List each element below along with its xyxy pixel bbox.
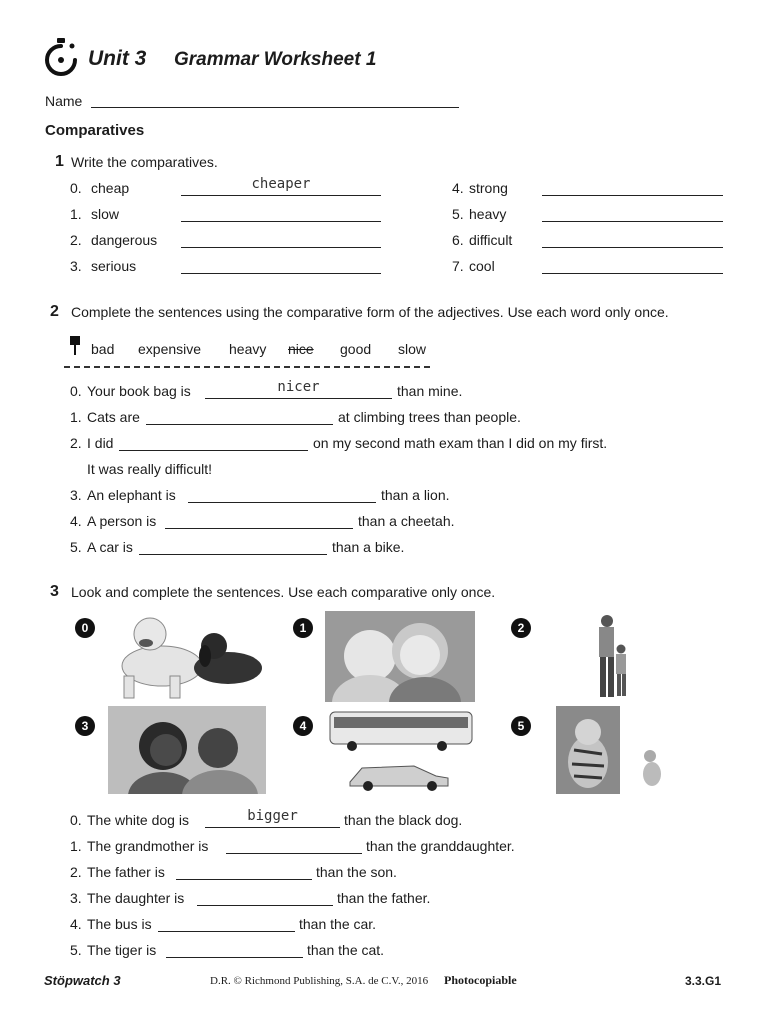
name-label: Name	[45, 93, 83, 109]
handwritten-answer: bigger	[247, 808, 298, 824]
answer-line[interactable]	[197, 905, 333, 906]
item-number: 3.	[70, 258, 82, 274]
answer-line[interactable]	[158, 931, 295, 932]
sentence-number: 4.	[70, 513, 82, 529]
sentence-end: at climbing trees than people.	[338, 409, 521, 425]
sentence-end: on my second math exam than I did on my first.	[313, 435, 608, 451]
picture-badge-4: 4	[293, 716, 313, 736]
exercise-1-number: 1	[55, 153, 64, 170]
sentence-end: than mine.	[397, 383, 463, 399]
sentence-end: than the black dog.	[344, 812, 463, 828]
sentence-start: I did	[87, 435, 114, 451]
word-bank-item: expensive	[138, 341, 202, 357]
section-title: Comparatives	[45, 122, 145, 139]
sentence-number: 5.	[70, 942, 82, 958]
answer-line[interactable]	[139, 554, 327, 555]
exercise-2-instruction: Complete the sentences using the comparative form of the adjectives. Use each word only once.	[71, 304, 669, 320]
sentence-number: 1.	[70, 409, 82, 425]
sentence-end: than the cat.	[307, 942, 385, 958]
exercise-1-instruction: Write the comparatives.	[71, 154, 218, 170]
answer-line[interactable]	[181, 247, 381, 248]
sentence-start: The grandmother is	[87, 838, 209, 854]
word-bank-item: nice	[288, 341, 314, 357]
picture-badge-3: 3	[75, 716, 95, 736]
answer-line[interactable]	[542, 273, 723, 274]
answer-line[interactable]	[146, 424, 333, 425]
sentence-number: 3.	[70, 890, 82, 906]
sentence-start: The white dog is	[87, 812, 189, 828]
item-number: 0.	[70, 180, 82, 196]
sentence-number: 2.	[70, 864, 82, 880]
sentence-number: 3.	[70, 487, 82, 503]
adjective: cheap	[91, 180, 130, 196]
footer-code: 3.3.G1	[685, 974, 722, 988]
adjective: serious	[91, 258, 137, 274]
handwritten-answer: nicer	[277, 379, 320, 395]
exercise-2-number: 2	[50, 303, 59, 320]
answer-line[interactable]	[181, 221, 381, 222]
word-bank-item: slow	[398, 341, 427, 357]
sentence-end: than the son.	[316, 864, 397, 880]
item-number: 4.	[452, 180, 464, 196]
worksheet-title: Grammar Worksheet 1	[174, 49, 377, 70]
item-number: 7.	[452, 258, 464, 274]
sentence-start: An elephant is	[87, 487, 176, 503]
sentence-number: 0.	[70, 383, 82, 399]
item-number: 1.	[70, 206, 82, 222]
answer-line[interactable]	[542, 221, 723, 222]
word-bank-item: heavy	[229, 341, 267, 357]
handwritten-answer: cheaper	[251, 176, 311, 192]
word-bank-divider	[64, 366, 430, 368]
sentence-start: A person is	[87, 513, 157, 529]
sentence-end: than the father.	[337, 890, 431, 906]
sentence-start: The father is	[87, 864, 165, 880]
father-son-image	[594, 612, 634, 700]
sentence-start: It was really difficult!	[87, 461, 213, 477]
answer-line[interactable]	[205, 827, 340, 828]
adjective: slow	[91, 206, 120, 222]
adjective: strong	[469, 180, 508, 196]
tiger-cat-image	[556, 706, 668, 796]
word-bank-item: bad	[91, 341, 115, 357]
sentence-end: than the car.	[299, 916, 377, 932]
adjective: difficult	[469, 232, 513, 248]
answer-line[interactable]	[165, 528, 353, 529]
adjective: cool	[469, 258, 495, 274]
exercise-3-instruction: Look and complete the sentences. Use each comparative only once.	[71, 584, 496, 600]
item-number: 5.	[452, 206, 464, 222]
sentence-start: The bus is	[87, 916, 152, 932]
sentence-start: The daughter is	[87, 890, 185, 906]
sentence-end: than a bike.	[332, 539, 405, 555]
picture-badge-0: 0	[75, 618, 95, 638]
sentence-end: than a lion.	[381, 487, 450, 503]
sentence-number: 1.	[70, 838, 82, 854]
daughter-father-image	[108, 706, 266, 794]
answer-line[interactable]	[166, 957, 303, 958]
grandmother-granddaughter-image	[325, 611, 475, 702]
answer-line[interactable]	[119, 450, 308, 451]
picture-badge-5: 5	[511, 716, 531, 736]
answer-line[interactable]	[181, 273, 381, 274]
word-bank-item: good	[340, 341, 372, 357]
sentence-start: Cats are	[87, 409, 140, 425]
word-bank-flag-icon	[70, 336, 82, 358]
adjective: heavy	[469, 206, 507, 222]
sentence-start: A car is	[87, 539, 133, 555]
sentence-number: 4.	[70, 916, 82, 932]
dogs-image	[110, 610, 268, 702]
picture-badge-1: 1	[293, 618, 313, 638]
stopwatch-logo-icon	[44, 36, 78, 76]
adjective: dangerous	[91, 232, 158, 248]
footer-photocopiable: Photocopiable	[444, 973, 517, 987]
exercise-3-number: 3	[50, 583, 59, 600]
item-number: 2.	[70, 232, 82, 248]
answer-line[interactable]	[188, 502, 376, 503]
answer-line[interactable]	[205, 398, 392, 399]
unit-label: Unit 3	[88, 47, 147, 70]
bus-car-image	[328, 708, 476, 794]
answer-line[interactable]	[181, 195, 381, 196]
sentence-end: than a cheetah.	[358, 513, 455, 529]
sentence-start: The tiger is	[87, 942, 157, 958]
sentence-end: than the granddaughter.	[366, 838, 515, 854]
answer-line[interactable]	[176, 879, 312, 880]
footer-brand: Stöpwatch 3	[44, 973, 121, 988]
item-number: 6.	[452, 232, 464, 248]
sentence-number: 2.	[70, 435, 82, 451]
name-field[interactable]	[91, 107, 459, 108]
answer-line[interactable]	[542, 247, 723, 248]
sentence-start: Your book bag is	[87, 383, 191, 399]
footer-copyright: D.R. © Richmond Publishing, S.A. de C.V., 2016	[210, 975, 429, 987]
answer-line[interactable]	[226, 853, 362, 854]
answer-line[interactable]	[542, 195, 723, 196]
sentence-number: 0.	[70, 812, 82, 828]
sentence-number: 5.	[70, 539, 82, 555]
picture-badge-2: 2	[511, 618, 531, 638]
